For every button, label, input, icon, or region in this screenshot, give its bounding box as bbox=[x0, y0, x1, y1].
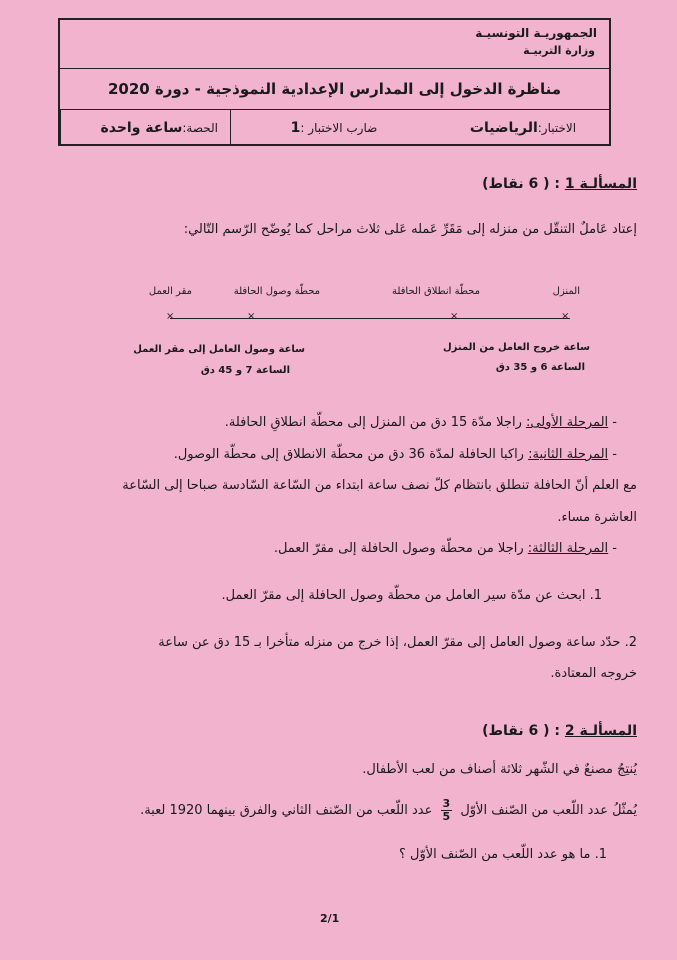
stage2: - المرحلة الثانية: راكبا الحافلة لمدّة 36 دق من محطّة الانطلاق إلى محطّة الوصول. bbox=[173, 447, 617, 462]
stage3-text: راجلا من محطّة وصول الحافلة إلى مقرّ العمل. bbox=[273, 541, 528, 556]
header-info-row bbox=[60, 110, 609, 146]
bus-note-line1: مع العلم أنّ الحافلة تنطلق بانتظام كلّ نصف ساعة ابتداء من السّاعة السّادسة صباحا إلى السّاعة bbox=[122, 478, 637, 493]
fraction-denominator: 5 bbox=[442, 810, 451, 823]
problem1-title-word: المسألـة 1 bbox=[564, 176, 637, 192]
coefficient-value: 1 bbox=[290, 120, 301, 136]
duration-cell bbox=[60, 110, 230, 146]
stage1-text: راجلا مدّة 15 دق من المنزل إلى محطّة انطلاقِ الحافلة. bbox=[224, 415, 526, 430]
republic-label: الجمهوريـة التونسيـة bbox=[475, 26, 597, 40]
problem2-title-word: المسألـة 2 bbox=[564, 723, 637, 739]
label-bus-arrival: محطّة وصول الحافلة bbox=[233, 286, 320, 297]
arrival-time-caption: ساعة وصول العامل إلى مقر العمل bbox=[133, 344, 305, 355]
subject-label: الاختبار: bbox=[537, 121, 577, 135]
arrival-time-value: الساعة 7 و 45 دق bbox=[200, 365, 290, 376]
bus-note-line2: العاشرة مساء. bbox=[557, 510, 637, 525]
route-line bbox=[170, 318, 570, 319]
tick-workplace: × bbox=[166, 311, 175, 322]
subject-cell bbox=[437, 110, 609, 146]
duration-value: ساعة واحدة bbox=[100, 120, 183, 136]
problem2-title bbox=[37, 723, 637, 739]
page-number: 2/1 bbox=[320, 912, 340, 925]
problem2-statement bbox=[37, 798, 637, 823]
ministry-label: وزارة التربيـة bbox=[523, 44, 595, 57]
label-home: المنزل bbox=[552, 286, 580, 297]
fraction bbox=[441, 798, 453, 823]
label-bus-departure: محطّة انطلاق الحافلة bbox=[391, 286, 480, 297]
problem2-points: : ( 6 نقاط) bbox=[482, 723, 561, 739]
exam-header bbox=[58, 18, 611, 146]
problem2-question1: 1. ما هو عدد اللّعب من الصّنف الأوّل ؟ bbox=[399, 847, 607, 862]
stage2-text: راكبا الحافلة لمدّة 36 دق من محطّة الانطلاق إلى محطّة الوصول. bbox=[173, 447, 529, 462]
duration-label: الحصة: bbox=[182, 121, 218, 135]
route-diagram bbox=[133, 270, 590, 390]
problem1-question1: 1. ابحث عن مدّة سير العامل من محطّة وصول الحافلة إلى مقرّ العمل. bbox=[221, 588, 602, 603]
departure-time-value: الساعة 6 و 35 دق bbox=[495, 362, 585, 373]
stage2-label: المرحلة الثانية: bbox=[528, 447, 609, 462]
problem2-statement-start: يُمثّلُ عدد اللّعب من الصّنف الأوّل bbox=[460, 803, 637, 818]
stage3: - المرحلة الثالثة: راجلا من محطّة وصول الحافلة إلى مقرّ العمل. bbox=[273, 541, 617, 556]
problem2-intro: يُنتِجُ مصنعٌ في الشّهر ثلاثة أصناف من لعب الأطفال. bbox=[362, 762, 637, 777]
fraction-numerator: 3 bbox=[442, 797, 451, 810]
stage1: - المرحلة الأولى: راجلا مدّة 15 دق من المنزل إلى محطّة انطلاقِ الحافلة. bbox=[224, 415, 617, 430]
stage3-label: المرحلة الثالثة: bbox=[527, 541, 609, 556]
tick-bus-arrival: × bbox=[247, 311, 256, 322]
problem2-statement-end: عدد اللّعب من الصّنف الثاني والفرق بينهما 1920 لعبة. bbox=[140, 803, 433, 818]
label-workplace: مقر العمل bbox=[148, 286, 192, 297]
coefficient-label: ضارب الاختبار : bbox=[300, 121, 378, 135]
exam-title: مناظرة الدخول إلى المدارس الإعدادية النموذجية - دورة 2020 bbox=[60, 69, 609, 110]
tick-bus-departure: × bbox=[450, 311, 459, 322]
tick-home: × bbox=[561, 311, 570, 322]
problem1-question2-line1: 2. حدّد ساعة وصول العامل إلى مقرّ العمل، إذا خرج من منزله متأخرا بـ 15 دق عن ساعة bbox=[158, 635, 637, 650]
subject-value: الرياضيات bbox=[469, 120, 538, 136]
departure-time-caption: ساعة خروج العامل من المنزل bbox=[442, 342, 590, 353]
coefficient-cell bbox=[230, 110, 437, 146]
problem1-question2-line2: خروجه المعتادة. bbox=[550, 666, 637, 681]
problem1-intro: إعتاد عَاملٌ التنقّل من منزله إلى مَقَرِّ عَمله عَلى ثلاث مراحل كما يُوضّح الرّسم التّالي: bbox=[183, 222, 637, 237]
problem1-points: : ( 6 نقاط) bbox=[482, 176, 561, 192]
header-top bbox=[60, 20, 609, 69]
stage1-label: المرحلة الأولى: bbox=[525, 415, 609, 430]
problem1-title bbox=[37, 176, 637, 192]
